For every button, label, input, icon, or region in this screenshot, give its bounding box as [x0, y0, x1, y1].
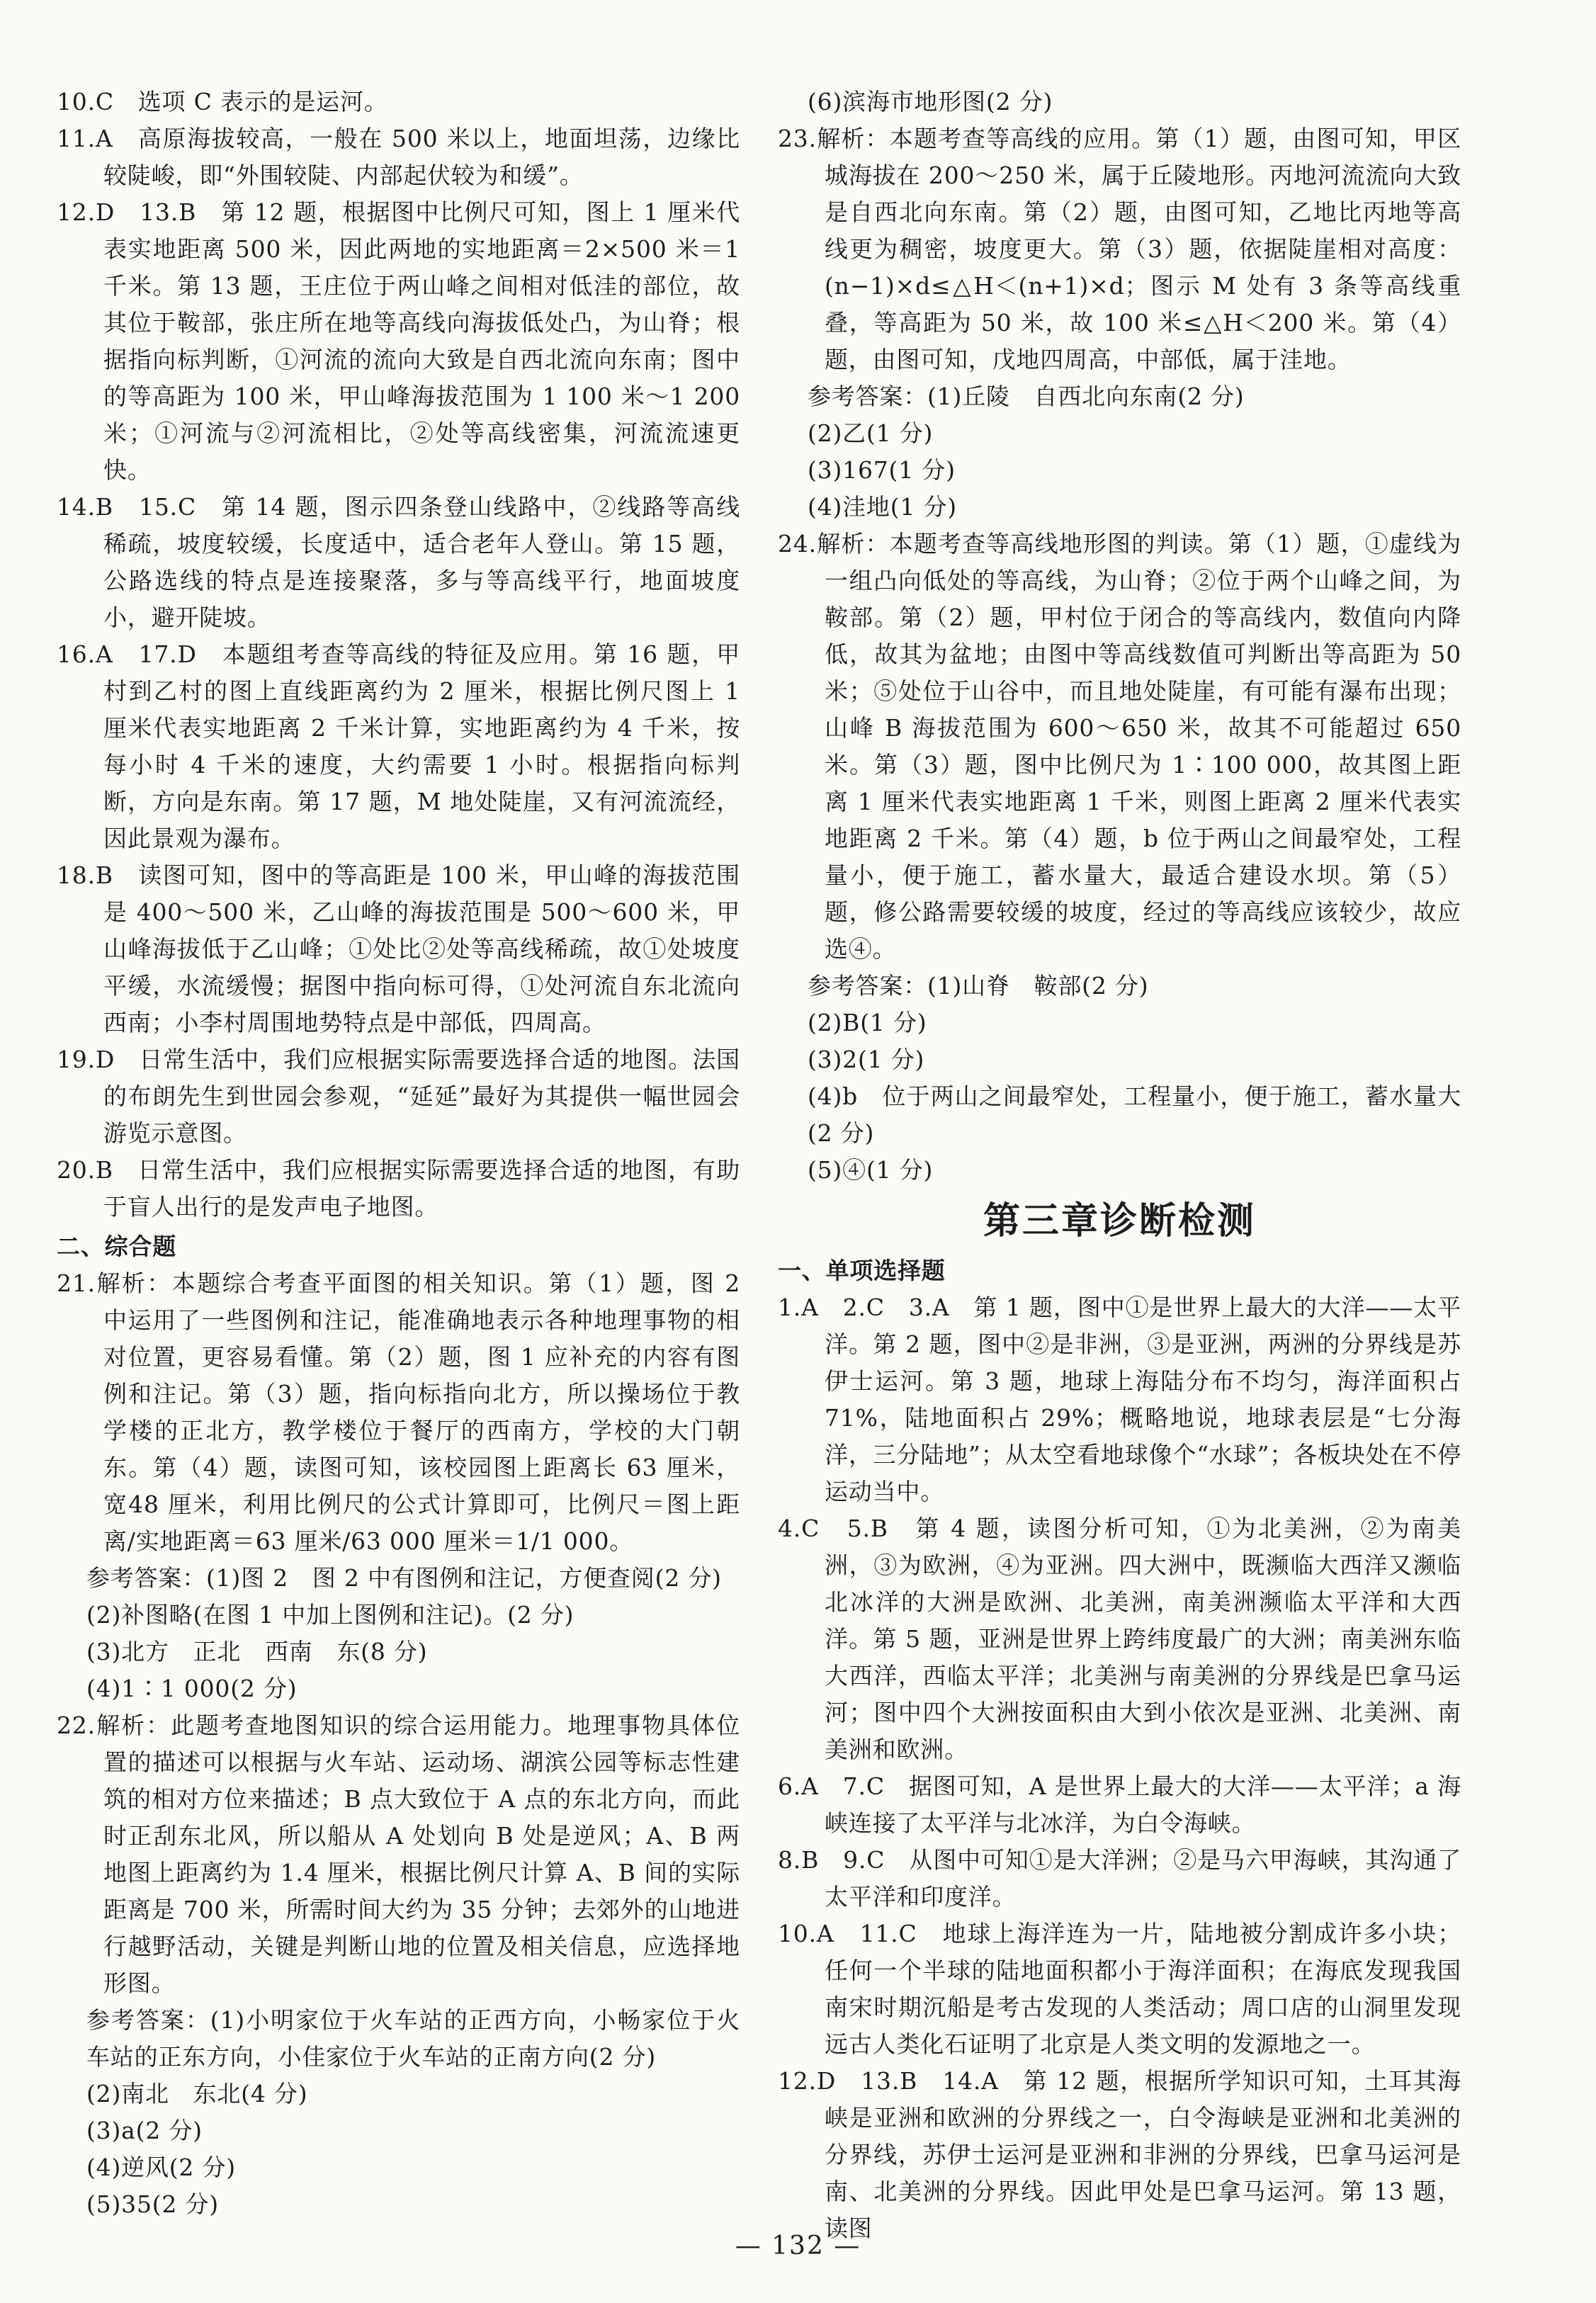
chapter-title: 第三章诊断检测 — [983, 1200, 1256, 1243]
question-explanation: 16.A 17.D 本题组考查等高线的特征及应用。第 16 题，甲村到乙村的图上直线距离约为 2 厘米，根据比例尺图上 1 厘米代表实地距离 2 千米计算，实地距离约为 4 千米，按每小时 4 千米的速度，大约需要 1 小时。根据指向标判断，方向是东南。第 17 题，M 地处陡崖，又有河流流经，因此景观为瀑布。 — [57, 640, 740, 852]
question-explanation: 23.解析：本题考查等高线的应用。第（1）题，由图可知，甲区城海拔在 200～250 米，属于丘陵地形。丙地河流流向大致是自西北向东南。第（2）题，由图可知，乙地比丙地等高线更为稠密，坡度更大。第（3）题，依据陡崖相对高度：(n−1)×d≤△H＜(n+1)×d；图示 M 处有 3 条等高线重叠，等高距为 50 米，故 100 米≤△H＜200 米。第（4）题，由图可知，戊地四周高，中部低，属于洼地。 — [778, 125, 1461, 373]
answer-line: (2)B(1 分) — [808, 1009, 927, 1036]
question-explanation: 10.C 选项 C 表示的是运河。 — [57, 88, 388, 115]
question-explanation: 1.A 2.C 3.A 第 1 题，图中①是世界上最大的大洋——太平洋。第 2 题，图中②是非洲，③是亚洲，两洲的分界线是苏伊士运河。第 3 题，地球上海陆分布不均匀，海洋面积占 71%，陆地面积占 29%；概略地说，地球表层是“七分海洋，三分陆地”；从太空看地球像个“水球”；各板块处在不停运动当中。 — [778, 1294, 1461, 1505]
answer-line: 参考答案：(1)山脊 鞍部(2 分) — [808, 972, 1149, 1000]
question-explanation: 8.B 9.C 从图中可知①是大洋洲；②是马六甲海峡，其沟通了太平洋和印度洋。 — [778, 1846, 1461, 1911]
answer-line: (3)a(2 分) — [86, 2117, 203, 2144]
answer-line: (2)补图略(在图 1 中加上图例和注记)。(2 分) — [86, 1601, 575, 1629]
question-explanation: 14.B 15.C 第 14 题，图示四条登山线路中，②线路等高线稀疏，坡度较缓，长度适中，适合老年人登山。第 15 题，公路选线的特点是连接聚落，多与等高线平行，地面坡度小，避开陡坡。 — [57, 493, 740, 631]
question-explanation: 4.C 5.B 第 4 题，读图分析可知，①为北美洲，②为南美洲，③为欧洲，④为亚洲。四大洲中，既濒临大西洋又濒临北冰洋的大洲是欧洲、北美洲，南美洲濒临太平洋和大西洋。第 5 题，亚洲是世界上跨纬度最广的大洲；南美洲东临大西洋，西临太平洋；北美洲与南美洲的分界线是巴拿马运河；图中四个大洲按面积由大到小依次是亚洲、北美洲、南美洲和欧洲。 — [778, 1515, 1461, 1763]
answer-line: (3)北方 正北 西南 东(8 分) — [86, 1638, 428, 1665]
question-explanation: 21.解析：本题综合考查平面图的相关知识。第（1）题，图 2 中运用了一些图例和注记，能准确地表示各种地理事物的相对位置，更容易看懂。第（2）题，图 1 应补充的内容有图例和注记。第（3）题，指向标指向北方，所以操场位于教学楼的正北方，教学楼位于餐厅的西南方，学校的大门朝东。第（4）题，读图可知，该校园图上距离长 63 厘米，宽48 厘米，利用比例尺的公式计算即可，比例尺＝图上距离/实地距离＝63 厘米/63 000 厘米＝1/1 000。 — [57, 1269, 740, 1555]
section-heading: 一、单项选择题 — [778, 1257, 946, 1284]
question-explanation: 10.A 11.C 地球上海洋连为一片，陆地被分割成许多小块；任何一个半球的陆地面积都小于海洋面积；在海底发现我国南宋时期沉船是考古发现的人类活动；周口店的山洞里发现远古人类化石证明了北京是人类文明的发源地之一。 — [778, 1920, 1461, 2058]
section-heading: 二、综合题 — [57, 1233, 176, 1260]
answer-line: (4)b 位于两山之间最窄处，工程量小，便于施工，蓄水量大(2 分) — [808, 1082, 1461, 1147]
left-column — [57, 84, 740, 2223]
answer-line: (4)洼地(1 分) — [808, 493, 957, 521]
answer-line: (2)乙(1 分) — [808, 419, 934, 447]
answer-line: (5)35(2 分) — [86, 2190, 219, 2218]
answer-line: 参考答案：(1)小明家位于火车站的正西方向，小畅家位于火车站的正东方向，小佳家位于火车站的正南方向(2 分) — [86, 2006, 740, 2071]
answer-line: (4)1∶1 000(2 分) — [86, 1675, 298, 1702]
question-explanation: 11.A 高原海拔较高，一般在 500 米以上，地面坦荡，边缘比较陡峻，即“外围较陡、内部起伏较为和缓”。 — [57, 125, 740, 189]
question-explanation: 18.B 读图可知，图中的等高距是 100 米，甲山峰的海拔范围是 400～500 米，乙山峰的海拔范围是 500～600 米，甲山峰海拔低于乙山峰；①处比②处等高线稀疏，故①处坡度平缓，水流缓慢；据图中指向标可得，①处河流自东北流向西南；小李村周围地势特点是中部低，四周高。 — [57, 861, 740, 1036]
answer-line: 参考答案：(1)图 2 图 2 中有图例和注记，方便查阅(2 分) — [86, 1564, 722, 1592]
answer-line: (3)2(1 分) — [808, 1046, 925, 1073]
question-explanation: 6.A 7.C 据图可知，A 是世界上最大的大洋——太平洋；a 海峡连接了太平洋与北冰洋，为白令海峡。 — [778, 1772, 1461, 1837]
page-number: — 132 — — [735, 2231, 861, 2260]
question-explanation: 12.D 13.B 第 12 题，根据图中比例尺可知，图上 1 厘米代表实地距离 500 米，因此两地的实地距离＝2×500 米＝1 千米。第 13 题，王庄位于两山峰之间相对低洼的部位，故其位于鞍部，张庄所在地等高线向海拔低处凸，为山脊；根据指向标判断，①河流的流向大致是自西北流向东南；图中的等高距为 100 米，甲山峰海拔范围为 1 100 米～1 200 米；①河流与②河流相比，②处等高线密集，河流流速更快。 — [57, 198, 740, 484]
question-explanation: 12.D 13.B 14.A 第 12 题，根据所学知识可知，土耳其海峡是亚洲和欧洲的分界线之一，白令海峡是亚洲和北美洲的分界线，苏伊士运河是亚洲和非洲的分界线，巴拿马运河是南、北美洲的分界线。因此甲处是巴拿马运河。第 13 题，读图 — [778, 2067, 1461, 2242]
question-explanation: 19.D 日常生活中，我们应根据实际需要选择合适的地图。法国的布朗先生到世园会参观，“延延”最好为其提供一幅世园会游览示意图。 — [57, 1046, 740, 1147]
answer-line: (6)滨海市地形图(2 分) — [808, 88, 1053, 115]
answer-line: 参考答案：(1)丘陵 自西北向东南(2 分) — [808, 383, 1245, 410]
question-explanation: 20.B 日常生活中，我们应根据实际需要选择合适的地图，有助于盲人出行的是发声电子地图。 — [57, 1156, 740, 1221]
answer-line: (4)逆风(2 分) — [86, 2154, 236, 2181]
answer-line: (2)南北 东北(4 分) — [86, 2080, 308, 2107]
question-explanation: 22.解析：此题考查地图知识的综合运用能力。地理事物具体位置的描述可以根据与火车站、运动场、湖滨公园等标志性建筑的相对方位来描述；B 点大致位于 A 点的东北方向，而此时正刮东北风，所以船从 A 处划向 B 处是逆风；A、B 两地图上距离约为 1.4 厘米，根据比例尺计算 A、B 间的实际距离是 700 米，所需时间大约为 35 分钟；去郊外的山地进行越野活动，关键是判断山地的位置及相关信息，应选择地形图。 — [57, 1711, 740, 1997]
answer-line: (3)167(1 分) — [808, 456, 956, 484]
answer-line: (5)④(1 分) — [808, 1156, 934, 1184]
right-column — [778, 84, 1461, 2247]
question-explanation: 24.解析：本题考查等高线地形图的判读。第（1）题，①虚线为一组凸向低处的等高线，为山脊；②位于两个山峰之间，为鞍部。第（2）题，甲村位于闭合的等高线内，数值向内降低，故其为盆地；由图中等高线数值可判断出等高距为 50 米；⑤处位于山谷中，而且地处陡崖，有可能有瀑布出现；山峰 B 海拔范围为 600～650 米，故其不可能超过 650 米。第（3）题，图中比例尺为 1∶100 000，故其图上距离 1 厘米代表实地距离 1 千米，则图上距离 2 厘米代表实地距离 2 千米。第（4）题，b 位于两山之间最窄处，工程量小，便于施工，蓄水量大，最适合建设水坝。第（5）题，修公路需要较缓的坡度，经过的等高线应该较少，故应选④。 — [778, 530, 1461, 963]
